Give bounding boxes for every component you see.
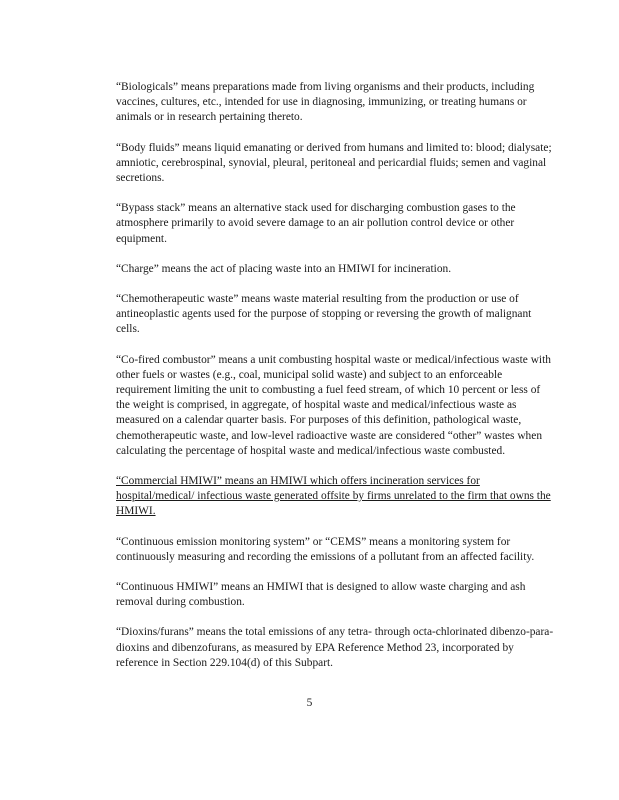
definition-continuous-hmiwi: “Continuous HMIWI” means an HMIWI that is designed to allow waste charging and ash removal during combustion. (116, 581, 526, 609)
page-number: 5 (306, 697, 313, 709)
definition-chemotherapeutic-waste: “Chemotherapeutic waste” means waste material resulting from the production or use of antineoplastic agents used for the purpose of stopping or reversing the growth of malignant cells. (116, 293, 532, 336)
definition-co-fired-combustor: “Co-fired combustor” means a unit combusting hospital waste or medical/infectious waste with other fuels or wastes (e.g., coal, municipal solid waste) and subject to an enforceable requirement limiting the unit to combusting a fuel feed stream, of which 10 percent or less of the weight is comprised, in aggregate, of hospital waste and medical/infectious waste as measured on a calendar quarter basis. For purposes of this definition, pathological waste, chemotherapeutic waste, and low-level radioactive waste are considered “other” wastes when calculating the percentage of hospital waste and medical/infectious waste combusted. (116, 353, 551, 457)
definitions-body (116, 80, 556, 686)
definition-dioxins-furans: “Dioxins/furans” means the total emissions of any tetra- through octa-chlorinated dibenzo-para-dioxins and dibenzofurans, as measured by EPA Reference Method 23, incorporated by reference in Section 229.104(d) of this Subpart. (116, 626, 554, 669)
definition-biologicals: “Biologicals” means preparations made from living organisms and their products, including vaccines, cultures, etc., intended for use in diagnosing, immunizing, or treating humans or animals or in research pertaining thereto. (116, 81, 535, 124)
definition-bypass-stack: “Bypass stack” means an alternative stack used for discharging combustion gases to the atmosphere primarily to avoid severe damage to an air pollution control device or other equipment. (116, 202, 516, 245)
definition-cems: “Continuous emission monitoring system” or “CEMS” means a monitoring system for continuously measuring and recording the emissions of a pollutant from an affected facility. (116, 535, 535, 563)
definition-commercial-hmiwi: “Commercial HMIWI” means an HMIWI which offers incineration services for hospital/medical/ infectious waste generated offsite by firms unrelated to the firm that owns the HMIWI. (116, 475, 551, 518)
definition-charge: “Charge” means the act of placing waste into an HMIWI for incineration. (116, 262, 452, 275)
definition-body-fluids: “Body fluids” means liquid emanating or derived from humans and limited to: blood; dialysate; amniotic, cerebrospinal, synovial, pleural, peritoneal and pericardial fluids; semen and vaginal secretions. (116, 141, 552, 185)
